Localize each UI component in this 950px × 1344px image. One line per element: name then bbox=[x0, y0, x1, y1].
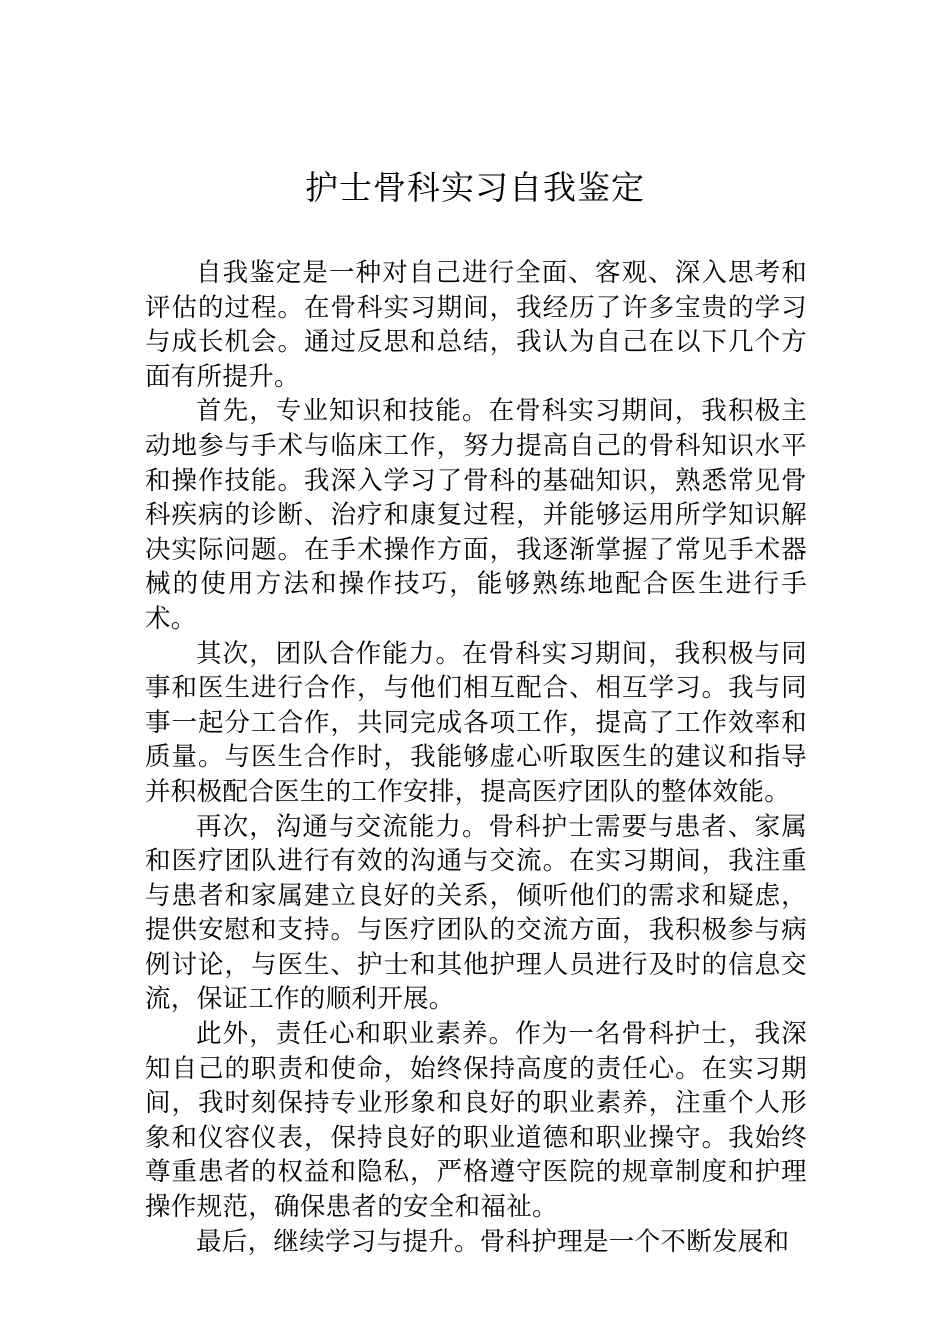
document-title: 护士骨科实习自我鉴定 bbox=[305, 168, 645, 207]
paragraph-professional-skills: 首先，专业知识和技能。在骨科实习期间，我积极主动地参与手术与临床工作，努力提高自己的骨科知识水平和操作技能。我深入学习了骨科的基础知识，熟悉常见骨科疾病的诊断、治疗和康复过程，并能够运用所学知识解决实际问题。在手术操作方面，我逐渐掌握了常见手术器械的使用方法和操作技巧，能够熟练地配合医生进行手术。 bbox=[145, 396, 807, 634]
paragraph-responsibility: 此外，责任心和职业素养。作为一名骨科护士，我深知自己的职责和使命，始终保持高度的责任心。在实习期间，我时刻保持专业形象和良好的职业素养，注重个人形象和仪容仪表，保持良好的职业道德和职业操守。我始终尊重患者的权益和隐私，严格遵守医院的规章制度和护理操作规范，确保患者的安全和福祉。 bbox=[145, 1019, 807, 1223]
paragraph-communication: 再次，沟通与交流能力。骨科护士需要与患者、家属和医疗团队进行有效的沟通与交流。在实习期间，我注重与患者和家属建立良好的关系，倾听他们的需求和疑虑，提供安慰和支持。与医疗团队的交流方面，我积极参与病例讨论，与医生、护士和其他护理人员进行及时的信息交流，保证工作的顺利开展。 bbox=[145, 811, 807, 1015]
paragraph-intro: 自我鉴定是一种对自己进行全面、客观、深入思考和评估的过程。在骨科实习期间，我经历了许多宝贵的学习与成长机会。通过反思和总结，我认为自己在以下几个方面有所提升。 bbox=[145, 258, 807, 392]
paragraph-teamwork: 其次，团队合作能力。在骨科实习期间，我积极与同事和医生进行合作，与他们相互配合、相互学习。我与同事一起分工合作，共同完成各项工作，提高了工作效率和质量。与医生合作时，我能够虚心听取医生的建议和指导并积极配合医生的工作安排，提高医疗团队的整体效能。 bbox=[145, 638, 807, 807]
paragraph-continued-learning: 最后，继续学习与提升。骨科护理是一个不断发展和 bbox=[196, 1226, 790, 1257]
document-body bbox=[145, 256, 807, 1259]
